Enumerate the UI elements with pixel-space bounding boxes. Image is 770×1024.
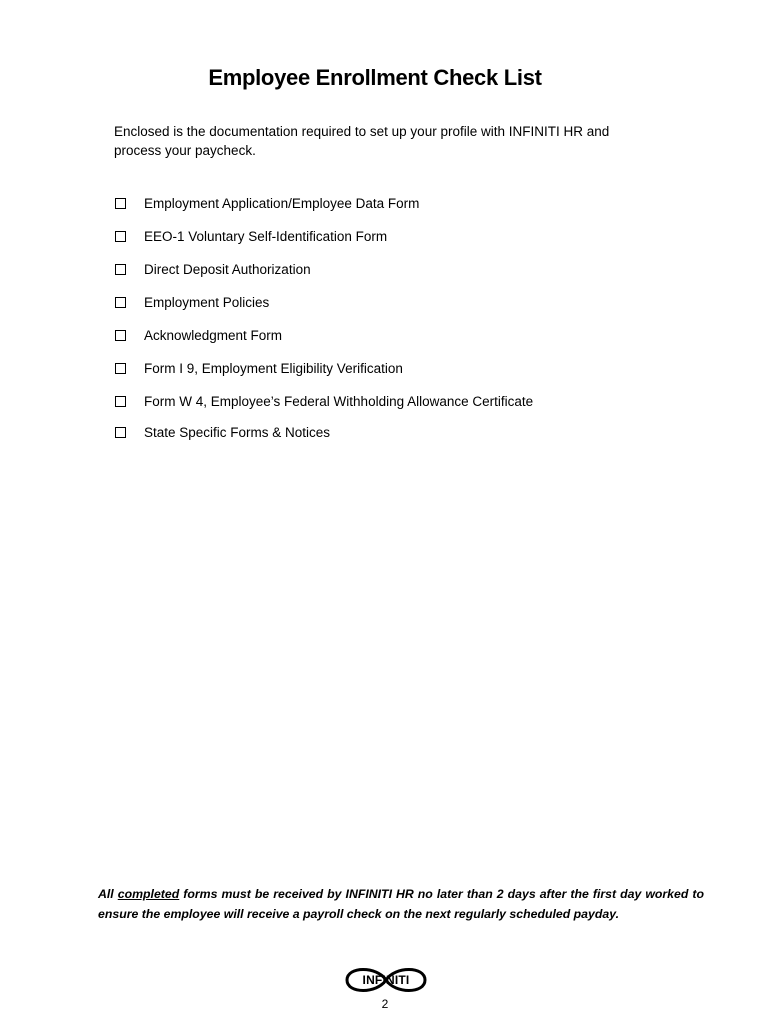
checkbox-icon[interactable]	[115, 198, 126, 209]
checklist-item-label: State Specific Forms & Notices	[144, 424, 331, 440]
checkbox-icon[interactable]	[115, 297, 126, 308]
checklist-item	[115, 253, 533, 286]
logo-wordmark: INFINITI	[362, 973, 410, 987]
checklist-item-label: Acknowledgment Form	[144, 328, 283, 343]
checkbox-icon[interactable]	[115, 264, 126, 275]
checklist-item	[115, 220, 533, 253]
checklist-item-label: Direct Deposit Authorization	[144, 262, 311, 277]
page-number: 2	[381, 997, 389, 1011]
infiniti-logo	[343, 962, 429, 998]
checkbox-icon[interactable]	[115, 330, 126, 341]
intro-paragraph: Enclosed is the documentation required to set up your profile with INFINITI HR and process your paycheck.	[114, 123, 610, 158]
checklist-item-label: Form I 9, Employment Eligibility Verification	[144, 361, 403, 376]
checklist-item	[115, 319, 533, 352]
checklist-item-label: EEO-1 Voluntary Self-Identification Form	[144, 229, 388, 244]
checklist-item-label: Employment Policies	[144, 295, 270, 310]
checkbox-icon[interactable]	[115, 427, 126, 438]
checkbox-icon[interactable]	[115, 363, 126, 374]
checklist-item	[115, 286, 533, 319]
notice-suffix: forms must be received by INFINITI HR no later than 2 days after the first day worked to ensure the employee will receive a payroll check on the next regularly scheduled payday.	[98, 887, 705, 922]
checklist-item-label: Employment Application/Employee Data Form	[144, 196, 420, 211]
checklist-item	[115, 385, 533, 418]
checkbox-icon[interactable]	[115, 231, 126, 242]
checkbox-icon[interactable]	[115, 396, 126, 407]
checklist-item	[115, 418, 533, 446]
notice-prefix: All	[98, 887, 118, 902]
page-title: Employee Enrollment Check List	[208, 64, 542, 90]
checklist-item	[115, 352, 533, 385]
checklist	[115, 187, 533, 446]
checklist-item-label: Form W 4, Employee’s Federal Withholding Allowance Certificate	[144, 394, 534, 409]
checklist-item	[115, 187, 533, 220]
notice-emphasis: completed	[117, 887, 180, 902]
submission-notice	[98, 884, 704, 924]
